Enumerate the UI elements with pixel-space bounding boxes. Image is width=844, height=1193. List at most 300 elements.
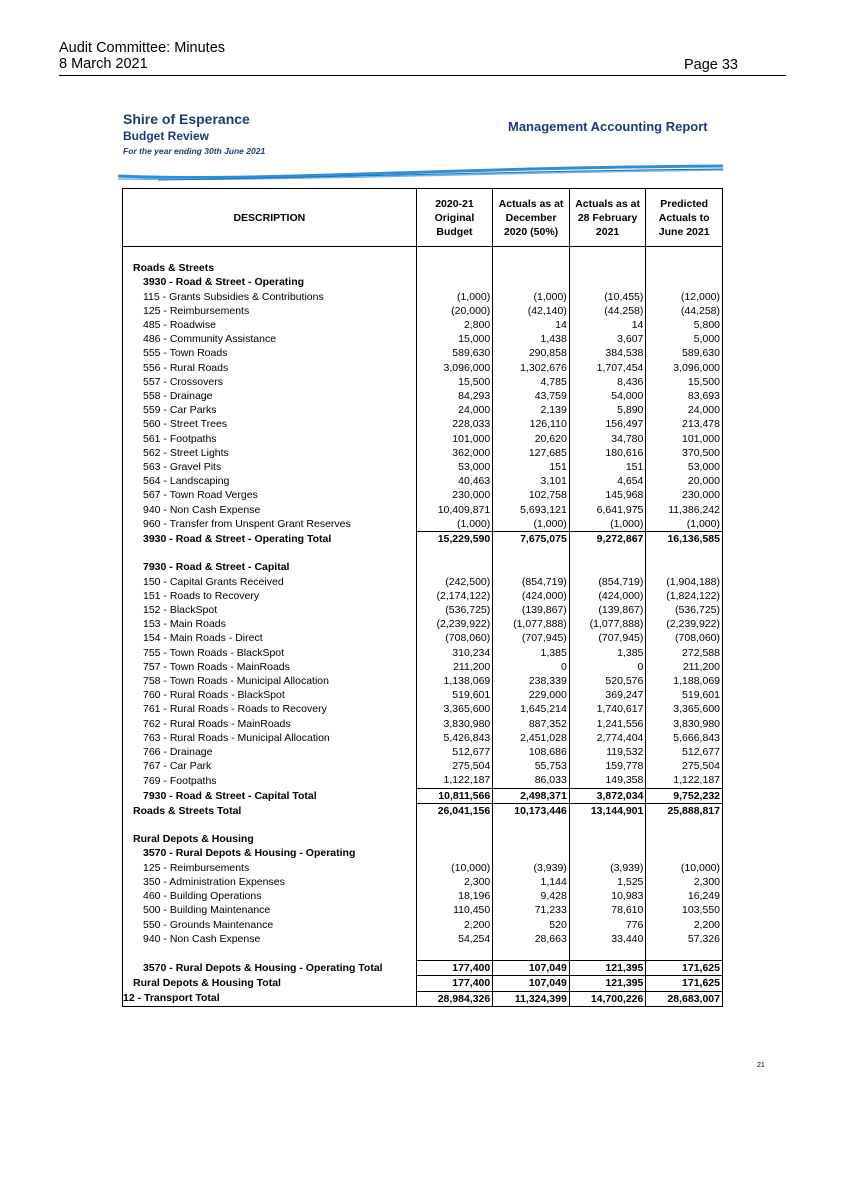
row-value-3: (139,867)	[569, 603, 646, 617]
row-label: 762 - Rural Roads - MainRoads	[123, 717, 417, 731]
row-value-2: 1,302,676	[493, 361, 570, 375]
total-row	[123, 532, 723, 547]
row-value-1: 3,830,980	[416, 717, 493, 731]
table-row	[123, 432, 723, 446]
meeting-date: 8 March 2021	[59, 56, 148, 72]
row-label: 560 - Street Trees	[123, 417, 417, 431]
row-value-4: (12,000)	[646, 290, 723, 304]
org-block	[123, 111, 265, 157]
row-label: 767 - Car Park	[123, 759, 417, 773]
table-row	[123, 503, 723, 517]
row-value-3	[569, 247, 646, 262]
row-value-4	[646, 560, 723, 574]
row-value-3: (854,719)	[569, 575, 646, 589]
row-label: 761 - Rural Roads - Roads to Recovery	[123, 702, 417, 716]
row-value-2: 14	[493, 318, 570, 332]
row-value-2: 151	[493, 460, 570, 474]
table-row	[123, 889, 723, 903]
table-row	[123, 304, 723, 318]
table-row	[123, 361, 723, 375]
row-value-2: 4,785	[493, 375, 570, 389]
table-row	[123, 631, 723, 645]
row-value-3: (424,000)	[569, 589, 646, 603]
row-value-3: 5,890	[569, 403, 646, 417]
org-name: Shire of Esperance	[123, 111, 250, 127]
row-value-3: 4,654	[569, 474, 646, 488]
total-row	[123, 788, 723, 803]
row-value-3	[569, 832, 646, 846]
row-value-1: (536,725)	[416, 603, 493, 617]
row-value-4: 2,200	[646, 918, 723, 932]
row-value-1: 211,200	[416, 660, 493, 674]
row-label: 556 - Rural Roads	[123, 361, 417, 375]
col-predicted-actuals: Predicted Actuals to June 2021	[646, 189, 723, 247]
row-label: 3930 - Road & Street - Operating	[123, 275, 417, 289]
row-value-4: 20,000	[646, 474, 723, 488]
header-rule	[59, 75, 786, 76]
row-value-4: 370,500	[646, 446, 723, 460]
row-value-2: (1,000)	[493, 290, 570, 304]
row-value-1: 84,293	[416, 389, 493, 403]
row-value-1: 362,000	[416, 446, 493, 460]
row-value-3	[569, 560, 646, 574]
table-row	[123, 318, 723, 332]
row-value-2: 3,101	[493, 474, 570, 488]
row-label	[123, 247, 417, 262]
row-value-2: 10,173,446	[493, 803, 570, 818]
row-value-4: 16,136,585	[646, 532, 723, 547]
total-row	[123, 803, 723, 818]
row-value-1	[416, 832, 493, 846]
row-label: 125 - Reimbursements	[123, 304, 417, 318]
col-actuals-december: Actuals as at December 2020 (50%)	[493, 189, 570, 247]
section-row	[123, 846, 723, 860]
row-value-3	[569, 818, 646, 832]
row-label: 3930 - Road & Street - Operating Total	[123, 532, 417, 547]
table-row	[123, 517, 723, 532]
row-value-4: 28,683,007	[646, 991, 723, 1006]
row-value-4: 2,300	[646, 875, 723, 889]
row-value-2: 43,759	[493, 389, 570, 403]
row-value-3: 13,144,901	[569, 803, 646, 818]
table-row	[123, 589, 723, 603]
row-label: 7930 - Road & Street - Capital Total	[123, 788, 417, 803]
table-row	[123, 575, 723, 589]
row-label: 350 - Administration Expenses	[123, 875, 417, 889]
row-value-3	[569, 546, 646, 560]
row-label: Rural Depots & Housing	[123, 832, 417, 846]
row-value-2: 11,324,399	[493, 991, 570, 1006]
report-period: For the year ending 30th June 2021	[123, 146, 266, 156]
total-row	[123, 991, 723, 1006]
row-value-1: 26,041,156	[416, 803, 493, 818]
report-title: Management Accounting Report	[508, 119, 708, 134]
table-row	[123, 674, 723, 688]
row-value-2: 127,685	[493, 446, 570, 460]
row-value-2: 5,693,121	[493, 503, 570, 517]
row-value-1: 1,138,069	[416, 674, 493, 688]
row-value-2: 229,000	[493, 688, 570, 702]
row-value-4: 16,249	[646, 889, 723, 903]
row-value-4: 5,666,843	[646, 731, 723, 745]
row-value-2: 887,352	[493, 717, 570, 731]
table-row	[123, 745, 723, 759]
row-value-4: 83,693	[646, 389, 723, 403]
row-value-1: 589,630	[416, 346, 493, 360]
budget-table	[122, 188, 723, 1007]
row-value-1: 177,400	[416, 961, 493, 976]
row-value-4	[646, 546, 723, 560]
spacer-row	[123, 818, 723, 832]
row-value-2: (424,000)	[493, 589, 570, 603]
row-value-1	[416, 546, 493, 560]
row-label: 486 - Community Assistance	[123, 332, 417, 346]
row-label: 151 - Roads to Recovery	[123, 589, 417, 603]
row-value-2: (854,719)	[493, 575, 570, 589]
row-label: Roads & Streets Total	[123, 803, 417, 818]
table-row	[123, 702, 723, 716]
section-row	[123, 560, 723, 574]
row-value-1	[416, 560, 493, 574]
row-value-2	[493, 846, 570, 860]
total-row	[123, 961, 723, 976]
table-row	[123, 717, 723, 731]
row-value-2: (1,000)	[493, 517, 570, 532]
row-value-1: (20,000)	[416, 304, 493, 318]
row-value-1: 15,000	[416, 332, 493, 346]
row-label: Roads & Streets	[123, 261, 417, 275]
total-row	[123, 976, 723, 991]
row-value-1: 15,229,590	[416, 532, 493, 547]
row-label: 550 - Grounds Maintenance	[123, 918, 417, 932]
row-value-4: 53,000	[646, 460, 723, 474]
row-label: 940 - Non Cash Expense	[123, 932, 417, 946]
row-value-2: (139,867)	[493, 603, 570, 617]
row-value-4	[646, 261, 723, 275]
table-row	[123, 646, 723, 660]
row-value-3: (707,945)	[569, 631, 646, 645]
row-value-1: 18,196	[416, 889, 493, 903]
row-value-2: 7,675,075	[493, 532, 570, 547]
row-value-2: 107,049	[493, 976, 570, 991]
row-value-2: 1,144	[493, 875, 570, 889]
footer-page-number: 21	[757, 1062, 765, 1069]
row-value-1	[416, 247, 493, 262]
row-label: Rural Depots & Housing Total	[123, 976, 417, 991]
row-label	[123, 818, 417, 832]
row-label: 561 - Footpaths	[123, 432, 417, 446]
col-actuals-february: Actuals as at 28 February 2021	[569, 189, 646, 247]
row-value-1: (242,500)	[416, 575, 493, 589]
row-label: 152 - BlackSpot	[123, 603, 417, 617]
row-label: 960 - Transfer from Unspent Grant Reserves	[123, 517, 417, 532]
row-value-4	[646, 247, 723, 262]
row-value-1: 228,033	[416, 417, 493, 431]
row-value-3: 14	[569, 318, 646, 332]
row-value-3: 1,740,617	[569, 702, 646, 716]
page-number-header: Page 33	[683, 57, 738, 73]
table-row	[123, 446, 723, 460]
row-value-2	[493, 261, 570, 275]
row-value-2: 2,451,028	[493, 731, 570, 745]
row-label: 125 - Reimbursements	[123, 861, 417, 875]
row-value-4: (2,239,922)	[646, 617, 723, 631]
row-value-1: 2,200	[416, 918, 493, 932]
row-value-1: 230,000	[416, 488, 493, 502]
row-value-1	[416, 818, 493, 832]
row-label: 559 - Car Parks	[123, 403, 417, 417]
row-value-2	[493, 560, 570, 574]
row-value-2: 71,233	[493, 903, 570, 917]
row-value-1	[416, 846, 493, 860]
row-value-1: (2,174,122)	[416, 589, 493, 603]
row-value-3: 9,272,867	[569, 532, 646, 547]
row-value-1: 275,504	[416, 759, 493, 773]
row-label: 153 - Main Roads	[123, 617, 417, 631]
table-row	[123, 932, 723, 946]
row-value-1: (1,000)	[416, 290, 493, 304]
row-value-3: 369,247	[569, 688, 646, 702]
row-value-4: 519,601	[646, 688, 723, 702]
row-label: 758 - Town Roads - Municipal Allocation	[123, 674, 417, 688]
row-value-3: 1,525	[569, 875, 646, 889]
row-value-3: 8,436	[569, 375, 646, 389]
row-value-2	[493, 832, 570, 846]
row-label: 769 - Footpaths	[123, 773, 417, 788]
row-value-1: 110,450	[416, 903, 493, 917]
row-label: 7930 - Road & Street - Capital	[123, 560, 417, 574]
table-row	[123, 417, 723, 431]
spacer-row	[123, 946, 723, 961]
row-value-2: (707,945)	[493, 631, 570, 645]
row-label: 150 - Capital Grants Received	[123, 575, 417, 589]
row-value-3: 159,778	[569, 759, 646, 773]
row-value-3: 121,395	[569, 961, 646, 976]
row-value-3: 54,000	[569, 389, 646, 403]
row-value-4: 15,500	[646, 375, 723, 389]
row-value-3: (3,939)	[569, 861, 646, 875]
row-label: 766 - Drainage	[123, 745, 417, 759]
row-value-1: 24,000	[416, 403, 493, 417]
row-value-2: 20,620	[493, 432, 570, 446]
row-value-3: (44,258)	[569, 304, 646, 318]
row-value-4: 57,326	[646, 932, 723, 946]
row-value-2	[493, 275, 570, 289]
row-value-4: 5,000	[646, 332, 723, 346]
table-header-row	[123, 189, 723, 247]
row-value-3: 33,440	[569, 932, 646, 946]
committee-title: Audit Committee: Minutes	[59, 40, 226, 56]
row-value-4: 275,504	[646, 759, 723, 773]
row-value-3: 10,983	[569, 889, 646, 903]
row-value-3	[569, 261, 646, 275]
row-value-2: 2,139	[493, 403, 570, 417]
table-row	[123, 603, 723, 617]
row-value-3: 3,872,034	[569, 788, 646, 803]
table-row	[123, 617, 723, 631]
row-value-3: 34,780	[569, 432, 646, 446]
row-value-1: 40,463	[416, 474, 493, 488]
swoosh-decoration	[118, 160, 728, 182]
row-label: 460 - Building Operations	[123, 889, 417, 903]
row-value-4: 9,752,232	[646, 788, 723, 803]
row-value-1: 5,426,843	[416, 731, 493, 745]
row-value-4: 213,478	[646, 417, 723, 431]
row-label: 500 - Building Maintenance	[123, 903, 417, 917]
row-value-3: 3,607	[569, 332, 646, 346]
table-row	[123, 474, 723, 488]
row-value-2: 107,049	[493, 961, 570, 976]
row-label: 555 - Town Roads	[123, 346, 417, 360]
row-label: 563 - Gravel Pits	[123, 460, 417, 474]
row-value-3: 2,774,404	[569, 731, 646, 745]
row-value-4	[646, 846, 723, 860]
row-value-2	[493, 546, 570, 560]
row-value-1: 512,677	[416, 745, 493, 759]
table-row	[123, 403, 723, 417]
row-label: 757 - Town Roads - MainRoads	[123, 660, 417, 674]
row-value-3: 6,641,975	[569, 503, 646, 517]
row-label: 558 - Drainage	[123, 389, 417, 403]
row-value-1: 2,300	[416, 875, 493, 889]
row-value-1	[416, 946, 493, 961]
row-value-4: (10,000)	[646, 861, 723, 875]
col-description: DESCRIPTION	[123, 189, 417, 247]
row-value-3: 14,700,226	[569, 991, 646, 1006]
row-value-2	[493, 247, 570, 262]
row-value-4: 171,625	[646, 961, 723, 976]
row-value-2: 1,438	[493, 332, 570, 346]
table-row	[123, 332, 723, 346]
row-label: 763 - Rural Roads - Municipal Allocation	[123, 731, 417, 745]
row-value-4	[646, 832, 723, 846]
row-value-2: 55,753	[493, 759, 570, 773]
row-value-4: (1,000)	[646, 517, 723, 532]
row-value-3: 1,241,556	[569, 717, 646, 731]
row-value-1: 53,000	[416, 460, 493, 474]
row-value-4: 1,188,069	[646, 674, 723, 688]
row-value-2: 0	[493, 660, 570, 674]
row-value-2: 86,033	[493, 773, 570, 788]
section-row	[123, 261, 723, 275]
table-row	[123, 875, 723, 889]
row-value-1	[416, 275, 493, 289]
row-label: 485 - Roadwise	[123, 318, 417, 332]
row-value-3: 1,385	[569, 646, 646, 660]
row-value-2: 238,339	[493, 674, 570, 688]
row-value-3: (1,077,888)	[569, 617, 646, 631]
row-value-1: 10,409,871	[416, 503, 493, 517]
row-label	[123, 946, 417, 961]
section-row	[123, 832, 723, 846]
row-label: 760 - Rural Roads - BlackSpot	[123, 688, 417, 702]
table-row	[123, 731, 723, 745]
row-label: 3570 - Rural Depots & Housing - Operating	[123, 846, 417, 860]
row-value-3: 520,576	[569, 674, 646, 688]
table-row	[123, 460, 723, 474]
row-value-4: (1,904,188)	[646, 575, 723, 589]
row-value-2: 290,858	[493, 346, 570, 360]
row-value-4: (536,725)	[646, 603, 723, 617]
row-value-3: 151	[569, 460, 646, 474]
table-row	[123, 389, 723, 403]
row-value-1: (1,000)	[416, 517, 493, 532]
row-value-3: 149,358	[569, 773, 646, 788]
table-row	[123, 759, 723, 773]
row-value-3: 78,610	[569, 903, 646, 917]
row-value-3: 180,616	[569, 446, 646, 460]
row-value-1: 177,400	[416, 976, 493, 991]
row-value-4	[646, 946, 723, 961]
row-value-4: 3,365,600	[646, 702, 723, 716]
row-value-3: 384,538	[569, 346, 646, 360]
row-value-4: 589,630	[646, 346, 723, 360]
row-value-3: (10,455)	[569, 290, 646, 304]
row-value-3: 1,707,454	[569, 361, 646, 375]
row-label: 564 - Landscaping	[123, 474, 417, 488]
row-value-3: 145,968	[569, 488, 646, 502]
table-row	[123, 488, 723, 502]
row-label: 154 - Main Roads - Direct	[123, 631, 417, 645]
row-value-1: 310,234	[416, 646, 493, 660]
row-label: 3570 - Rural Depots & Housing - Operating Total	[123, 961, 417, 976]
row-value-1	[416, 261, 493, 275]
row-value-2: 9,428	[493, 889, 570, 903]
row-value-4: 272,588	[646, 646, 723, 660]
row-value-1: 15,500	[416, 375, 493, 389]
row-value-2: (42,140)	[493, 304, 570, 318]
row-label: 755 - Town Roads - BlackSpot	[123, 646, 417, 660]
spacer-row	[123, 546, 723, 560]
row-value-3	[569, 846, 646, 860]
row-label: 12 - Transport Total	[123, 991, 417, 1006]
row-value-4: (1,824,122)	[646, 589, 723, 603]
row-value-4	[646, 275, 723, 289]
row-value-3: 121,395	[569, 976, 646, 991]
row-value-1: (708,060)	[416, 631, 493, 645]
table-row	[123, 660, 723, 674]
row-value-1: 3,365,600	[416, 702, 493, 716]
table-row	[123, 346, 723, 360]
row-label: 115 - Grants Subsidies & Contributions	[123, 290, 417, 304]
page-header-left	[59, 40, 225, 72]
row-value-1: 10,811,566	[416, 788, 493, 803]
row-label	[123, 546, 417, 560]
row-value-2: 102,758	[493, 488, 570, 502]
row-value-2: 126,110	[493, 417, 570, 431]
row-value-1: 519,601	[416, 688, 493, 702]
row-label: 557 - Crossovers	[123, 375, 417, 389]
row-value-1: (10,000)	[416, 861, 493, 875]
row-value-3	[569, 275, 646, 289]
row-value-2: 520	[493, 918, 570, 932]
row-value-3: 0	[569, 660, 646, 674]
row-value-4: (44,258)	[646, 304, 723, 318]
row-value-1: (2,239,922)	[416, 617, 493, 631]
table-row	[123, 773, 723, 788]
row-value-4: (708,060)	[646, 631, 723, 645]
row-value-4: 24,000	[646, 403, 723, 417]
section-row	[123, 275, 723, 289]
row-value-4: 3,096,000	[646, 361, 723, 375]
row-value-2: 108,686	[493, 745, 570, 759]
table-row	[123, 903, 723, 917]
row-label: 562 - Street Lights	[123, 446, 417, 460]
row-value-4: 11,386,242	[646, 503, 723, 517]
row-value-1: 101,000	[416, 432, 493, 446]
row-value-3	[569, 946, 646, 961]
row-value-4: 103,550	[646, 903, 723, 917]
